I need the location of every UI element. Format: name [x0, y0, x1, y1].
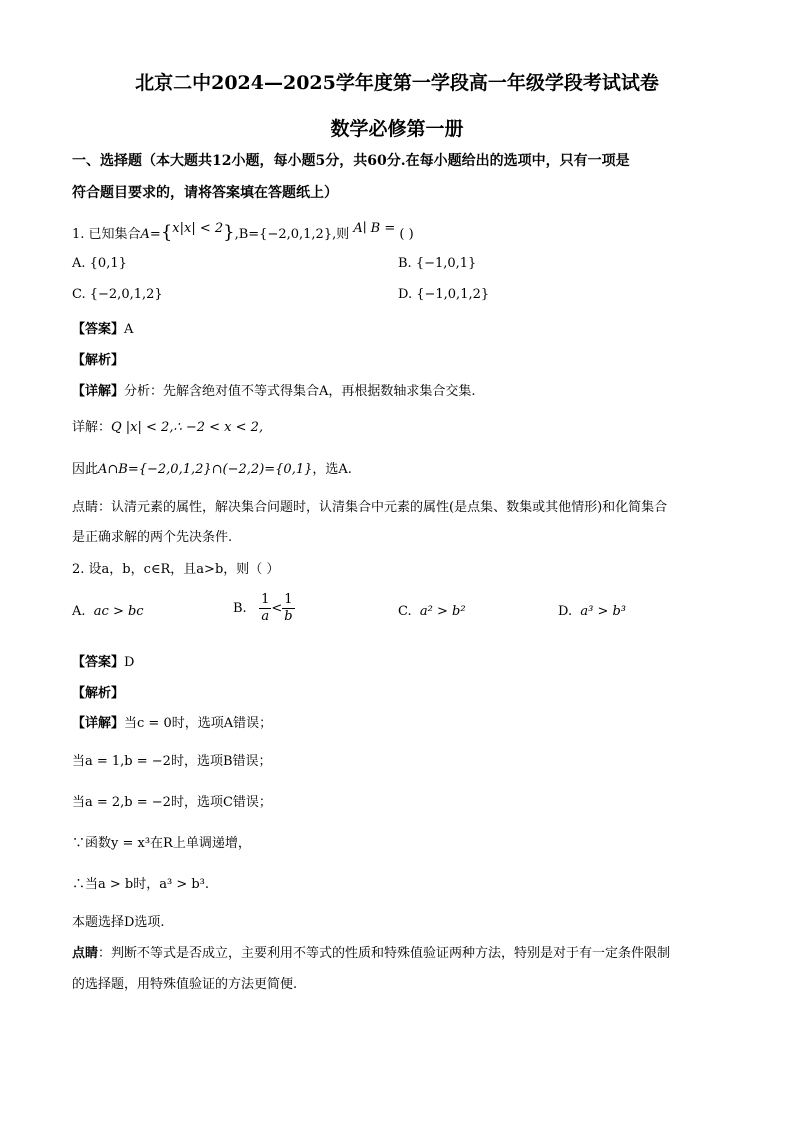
q1-detail-text: 分析：先解含绝对值不等式得集合A，再根据数轴求集合交集. [124, 384, 476, 399]
q2-option-a [72, 604, 144, 619]
q1-comment-line2: 是正确求解的两个先决条件. [72, 530, 233, 545]
q2-option-c-expr: a² > b² [419, 604, 466, 619]
q1-answer-tag: 【答案】 [72, 322, 125, 337]
q2-detail-4: ∵函数y = x³在R上单调递增， [72, 836, 251, 851]
q1-option-c: C. {−2,0,1,2} [72, 287, 163, 302]
q1-detail [72, 380, 476, 399]
page-subtitle: 数学必修第一册 [330, 118, 464, 140]
q1-therefore [72, 458, 352, 477]
q2-detail-1-text: 当c = 0时，选项A错误； [124, 716, 273, 731]
q2-choose: 本题选择D选项. [72, 915, 165, 930]
q1-detail-tag: 【详解】 [72, 384, 125, 399]
q2-option-c-label: C. [398, 604, 412, 619]
q1-therefore-expr: A∩B={−2,0,1,2}∩(−2,2)={0,1} [98, 462, 313, 477]
section-heading-line1: 一、选择题（本大题共12小题，每小题5分，共60分.在每小题给出的选项中，只有一项是 [72, 153, 630, 169]
q1-set-a-label: A= [140, 227, 161, 242]
q1-solve-expr: Q |x| < 2,∴ −2 < x < 2, [111, 420, 264, 435]
q1-option-b: B. {−1,0,1} [398, 256, 477, 271]
q2-option-b-label: B. [233, 601, 247, 616]
q2-option-a-label: A. [72, 604, 86, 619]
q2-option-b-frac2: $\frac{1}{b}$ [284, 592, 293, 624]
q2-comment-line1 [72, 942, 670, 961]
q1-brace-right: } [223, 222, 235, 243]
q2-option-b-lt: < [271, 601, 283, 616]
q2-detail-5: ∴当a > b时，a³ > b³. [72, 877, 210, 892]
q2-comment-line2: 的选择题，用特殊值验证的方法更简便. [72, 977, 298, 992]
q1-solve [72, 416, 263, 435]
q2-option-d-label: D. [558, 604, 573, 619]
q2-answer [72, 651, 134, 670]
q1-prefix: 1. 已知集合 [72, 227, 141, 242]
q1-intersect: A∣ B = [353, 221, 396, 236]
section-heading-line2: 符合题目要求的，请将答案填在答题纸上） [72, 185, 338, 201]
q2-answer-value: D [124, 655, 135, 670]
q1-answer [72, 318, 133, 337]
q1-set-b: ,B={−2,0,1,2},则 [234, 227, 350, 242]
q2-answer-tag: 【答案】 [72, 655, 125, 670]
q2-detail-2: 当a = 1,b = −2时，选项B错误； [72, 754, 272, 769]
q2-option-b [233, 592, 295, 625]
q1-option-d: D. {−1,0,1,2} [398, 287, 490, 302]
q1-answer-value: A [124, 322, 134, 337]
q2-detail-1 [72, 712, 272, 731]
q2-comment-text: ：判断不等式是否成立，主要利用不等式的性质和特殊值验证两种方法，特别是对于有一定条件限制 [98, 946, 671, 961]
q2-detail-3: 当a = 2,b = −2时，选项C错误； [72, 795, 272, 810]
q1-paren: ( ) [399, 227, 414, 242]
q2-comment-tag: 点睛 [72, 946, 99, 961]
q1-comment-line1: 点睛：认清元素的属性，解决集合问题时，认清集合中元素的属性(是点集、数集或其他情形)和化简集合 [72, 500, 668, 515]
q2-option-d [558, 604, 626, 619]
q2-stem: 2. 设a，b，c∈R，且a>b，则（ ） [72, 562, 280, 577]
q1-option-a: A. {0,1} [72, 256, 127, 271]
q1-set-a-content: x|x| < 2 [172, 221, 224, 236]
q1-brace-left: { [160, 222, 173, 243]
q1-therefore-suffix: ，选A. [312, 462, 352, 477]
page-title: 北京二中2024—2025学年度第一学段高一年级学段考试试卷 [135, 72, 659, 94]
q1-stem [72, 222, 414, 243]
q2-detail-tag: 【详解】 [72, 716, 125, 731]
q1-therefore-prefix: 因此 [72, 462, 99, 477]
q1-solve-prefix: 详解： [72, 420, 112, 435]
q2-option-d-expr: a³ > b³ [580, 604, 627, 619]
q2-option-a-expr: ac > bc [93, 604, 144, 619]
q2-option-c [398, 604, 466, 619]
q2-analysis-tag: 【解析】 [72, 686, 125, 701]
q2-option-b-frac1: $\frac{1}{a}$ [261, 592, 270, 624]
q1-analysis-tag: 【解析】 [72, 353, 125, 368]
